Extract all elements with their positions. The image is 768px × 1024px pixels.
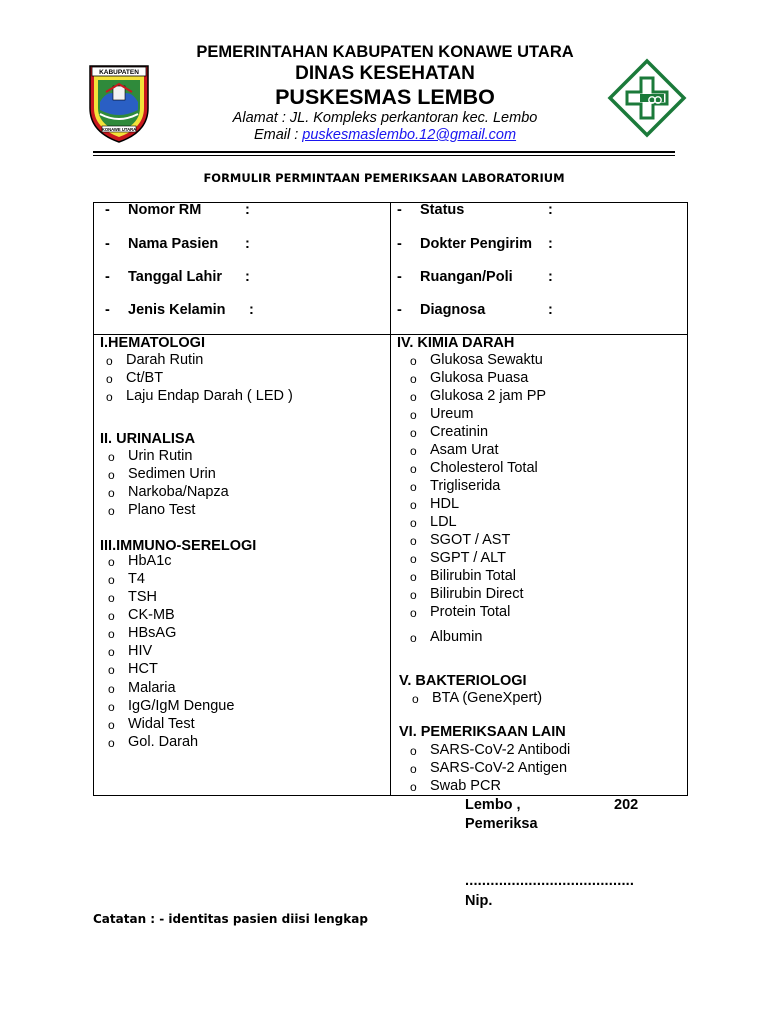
signature-year: 202 <box>614 797 639 813</box>
section-hematologi: I.HEMATOLOGI <box>100 335 205 351</box>
header-puskesmas: PUSKESMAS LEMBO <box>275 85 495 109</box>
signature-line: ........................................ <box>465 873 635 889</box>
logo-text-bottom: KONAWE UTARA <box>101 127 137 132</box>
email-label: Email : <box>253 127 303 143</box>
section-bakteriologi: V. BAKTERIOLOGI <box>399 673 527 689</box>
header-government: PEMERINTAHAN KABUPATEN KONAWE UTARA <box>196 43 574 61</box>
signature-nip: Nip. <box>465 893 493 909</box>
header-rule-thick <box>93 151 675 153</box>
footer-note: Catatan : - identitas pasien diisi lengkap <box>93 912 368 926</box>
logo-text-top: KABUPATEN <box>99 69 139 76</box>
email-link[interactable]: puskesmaslembo.12@gmail.com <box>302 127 517 143</box>
form-title: FORMULIR PERMINTAAN PEMERIKSAAN LABORATORIUM <box>203 171 565 185</box>
section-kimia-darah: IV. KIMIA DARAH <box>397 335 515 351</box>
section-pemeriksaan-lain: VI. PEMERIKSAAN LAIN <box>399 724 566 740</box>
header-department: DINAS KESEHATAN <box>295 63 475 84</box>
signature-place: Lembo , <box>465 797 521 813</box>
header-address: Alamat : JL. Kompleks perkantoran kec. Lembo <box>232 110 538 126</box>
kabupaten-logo <box>86 62 152 144</box>
header-rule-thin <box>93 155 675 156</box>
section-urinalisa: II. URINALISA <box>100 431 196 447</box>
table-divider-vertical <box>390 202 391 796</box>
section-immuno-serelogi: III.IMMUNO-SERELOGI <box>100 538 257 554</box>
header-email-line <box>150 127 620 143</box>
signature-role: Pemeriksa <box>465 816 538 832</box>
